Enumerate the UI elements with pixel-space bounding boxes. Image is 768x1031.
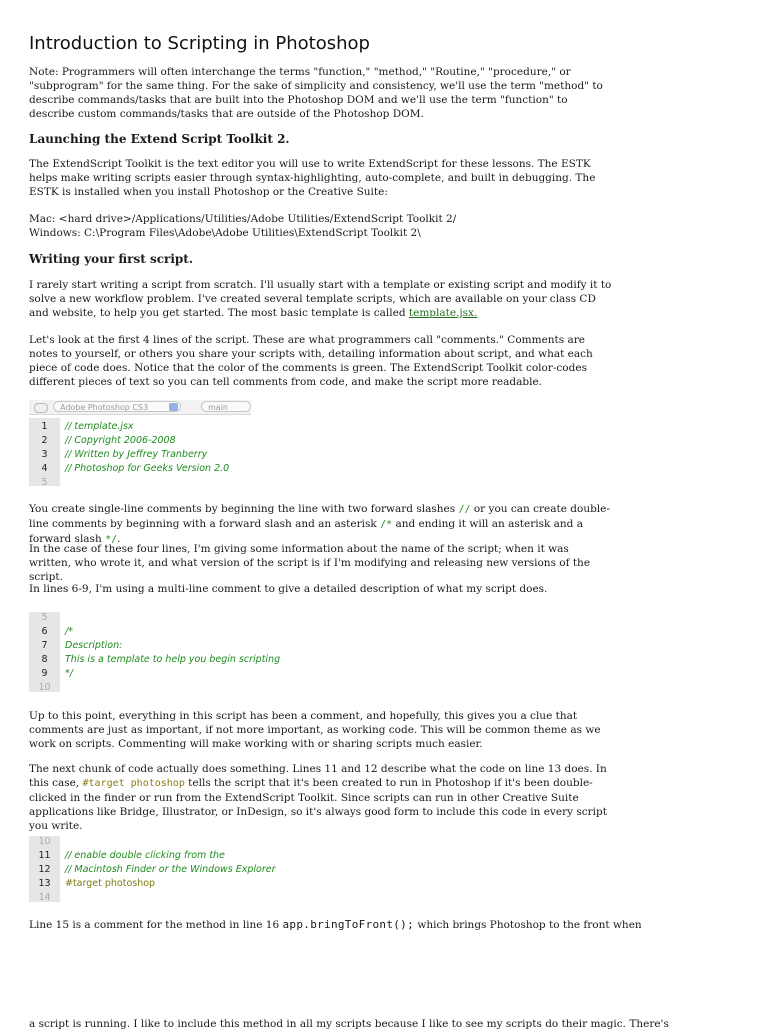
code-line: // template.jsx — [65, 421, 134, 432]
line-number: 7 — [41, 640, 48, 651]
note-paragraph: Note: Programmers will often interchange the terms "function," "method," "Routine," "procedure," or "subprogram" for the same thing. For the sake of simplicity and consistency, we'll use the term "method" to describe commands/tasks that are built into the Photoshop DOM and we'll use the term "function" to describe custom commands/tasks that are outside of the Photoshop DOM. — [29, 66, 603, 120]
bring-to-front-paragraph — [29, 918, 642, 932]
page-title: Introduction to Scripting in Photoshop — [29, 33, 370, 54]
code-slash-asterisk: /* — [380, 519, 393, 530]
line-number: 6 — [41, 626, 48, 637]
mac-path: Mac: <hard drive>/Applications/Utilities/Adobe Utilities/ExtendScript Toolkit 2/ — [29, 213, 457, 225]
code-line: // Macintosh Finder or the Windows Explorer — [65, 864, 276, 875]
code-line: // Photoshop for Geeks Version 2.0 — [65, 463, 230, 474]
template-paragraph-text: I rarely start writing a script from scratch. I'll usually start with a template or existing script and modify it to solve a new workflow problem. I've created several template scripts, which are available on your class CD and website, to help you get started. The most basic template is called — [29, 279, 612, 319]
cutoff-paragraph: a script is running. I like to include this method in all my scripts because I like to see my scripts do their magic. There's — [29, 1018, 669, 1030]
code-bring-to-front: app.bringToFront(); — [282, 918, 415, 931]
code-screenshot-description — [29, 612, 281, 693]
code-line: #target photoshop — [65, 878, 156, 889]
code-line: // Copyright 2006-2008 — [65, 435, 176, 446]
line-number: 9 — [41, 668, 48, 679]
bring-front-text-2: which brings Photoshop to the front when — [414, 919, 642, 931]
line-number: 4 — [41, 463, 48, 474]
comment-syntax-paragraph — [29, 502, 614, 547]
code-line: Description: — [65, 640, 123, 651]
line-number: 5 — [41, 477, 48, 488]
target-paragraph — [29, 762, 614, 833]
line-number: 10 — [38, 682, 51, 693]
line-number: 3 — [41, 449, 48, 460]
importance-paragraph: Up to this point, everything in this script has been a comment, and hopefully, this gives you a clue that comments are just as important, if not more important, as working code. This will be common theme as we work on scripts. Commenting will make working with or sharing scripts much easier. — [29, 710, 601, 750]
template-jsx-link[interactable]: template.jsx. — [408, 307, 478, 319]
line-number: 1 — [41, 421, 48, 432]
comment-syntax-text-4: . — [117, 533, 121, 545]
line-number: 10 — [38, 836, 51, 847]
code-line: // enable double clicking from the — [65, 850, 225, 861]
comment-syntax-text-1: You create single-line comments by beginning the line with two forward slashes — [29, 503, 459, 515]
code-asterisk-slash: */ — [105, 534, 118, 545]
line-number: 13 — [38, 878, 51, 889]
code-line: // Written by Jeffrey Tranberry — [65, 449, 208, 460]
line-number: 11 — [38, 850, 51, 861]
chevron-down-icon — [169, 403, 178, 411]
windows-path: Windows: C:\Program Files\Adobe\Adobe Utilities\ExtendScript Toolkit 2\ — [29, 227, 421, 239]
comment-syntax-text-3: and ending it will an asterisk and a forward slash — [29, 518, 584, 545]
line-number: 8 — [41, 654, 48, 665]
estk-paragraph: The ExtendScript Toolkit is the text editor you will use to write ExtendScript for these lessons. The ESTK helps make writing scripts easier through syntax-highlighting, auto-complete, and built in debugging. The ESTK is installed when you install Photoshop or the Creative Suite: — [29, 158, 596, 198]
template-paragraph — [29, 278, 614, 320]
target-text-1: The next chunk of code actually does something. Lines 11 and 12 describe what the code on line 13 does. In this case, — [29, 763, 607, 789]
line-number: 12 — [38, 864, 51, 875]
line-number: 5 — [41, 612, 48, 623]
comment-syntax-text-2: or you can create double-line comments by beginning with a forward slash and an asterisk — [29, 503, 610, 530]
section-heading-first-script: Writing your first script. — [29, 252, 193, 266]
four-lines-paragraph: In the case of these four lines, I'm giving some information about the name of the script; when it was written, who wrote it, and what version of the script is if I'm modifying and releasing new versions of the script. — [29, 543, 591, 583]
estk-toolbar — [29, 400, 251, 415]
comments-paragraph: Let's look at the first 4 lines of the script. These are what programmers call "comments." Comments are notes to yourself, or others you share your scripts with, detailing information about script, and what each piece of code does. Notice that the color of the comments is green. The ExtendScript Toolkit color-codes different pieces of text so you can tell comments from code, and make the script more readable. — [29, 334, 593, 388]
multiline-paragraph: In lines 6-9, I'm using a multi-line comment to give a detailed description of what my script does. — [29, 583, 548, 595]
line-number: 2 — [41, 435, 48, 446]
line-number: 14 — [38, 892, 51, 903]
toolbar-icon — [34, 403, 48, 413]
code-screenshot-template-header — [29, 400, 251, 486]
code-line: */ — [65, 668, 73, 679]
code-double-slash: // — [458, 504, 471, 515]
section-heading-launching: Launching the Extend Script Toolkit 2. — [29, 132, 290, 146]
code-target-photoshop: #target photoshop — [82, 778, 185, 789]
target-text-2: tells the script that it's been created to run in Photoshop if it's been double-clicked in the finder or run from the ExtendScript Toolkit. Since scripts can run in other Creative Suite applications like Bridge, Illustrator, or InDesign, so it's always good form to include this code in every script you write. — [29, 777, 607, 832]
code-line: This is a template to help you begin scripting — [65, 654, 281, 665]
code-screenshot-target — [29, 836, 279, 902]
bring-front-text-1: Line 15 is a comment for the method in line 16 — [29, 919, 283, 931]
target-app-label: Adobe Photoshop CS3 — [60, 403, 149, 412]
function-dropdown[interactable]: main — [201, 401, 251, 412]
code-line: /* — [65, 626, 73, 637]
target-app-dropdown[interactable] — [53, 401, 181, 412]
